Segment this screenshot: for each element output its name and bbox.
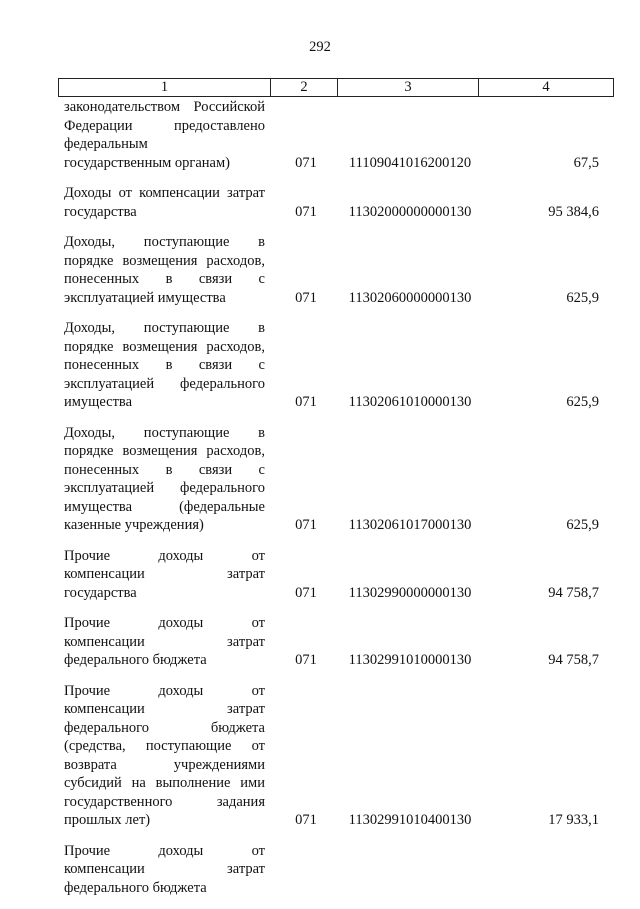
description-line: компенсации затрат: [64, 633, 265, 650]
row-description: [58, 98, 269, 172]
table-row: [58, 424, 614, 535]
header-col-3: 3: [337, 79, 478, 96]
row-admin-code: 071: [295, 203, 317, 220]
description-line: порядке возмещения расходов,: [64, 338, 265, 355]
description-line: федерального бюджета: [64, 879, 207, 896]
description-line: Доходы, поступающие в: [64, 320, 265, 336]
description-line: понесенных в связи с: [64, 271, 265, 287]
row-description: [58, 184, 269, 221]
description-line: понесенных в связи с: [64, 357, 265, 373]
description-line: компенсации затрат: [64, 861, 265, 877]
row-amount: 94 758,7: [548, 652, 599, 668]
header-col-4: 4: [478, 79, 613, 96]
description-line: понесенных в связи с: [64, 461, 265, 478]
table-body: [58, 98, 614, 897]
description-line: компенсации затрат: [64, 566, 265, 582]
description-line: федерального бюджета: [64, 652, 207, 668]
row-admin-code: 071: [295, 812, 317, 828]
description-line: эксплуатацией имущества: [64, 289, 226, 306]
row-description: [58, 319, 269, 412]
description-line: эксплуатацией федерального: [64, 375, 265, 392]
row-budget-code: 11302990000000130: [348, 584, 472, 601]
row-description: [58, 547, 269, 603]
table-row: [58, 98, 614, 172]
row-description: [58, 842, 269, 898]
description-line: (средства, поступающие от: [64, 738, 265, 754]
row-amount: 95 384,6: [548, 203, 599, 220]
header-col-2: 2: [270, 79, 337, 96]
description-line: эксплуатацией федерального: [64, 480, 265, 496]
row-budget-code: 11302991010400130: [348, 812, 472, 828]
row-admin-code: 071: [295, 154, 317, 171]
row-amount: 17 933,1: [548, 812, 599, 828]
row-budget-code: 11109041016200120: [348, 154, 472, 171]
description-line: федерального бюджета: [64, 719, 265, 736]
revenue-table: [58, 78, 614, 909]
row-admin-code: 071: [295, 289, 317, 306]
description-line: федеральным: [64, 136, 148, 152]
row-description: [58, 233, 269, 307]
table-row: [58, 319, 614, 412]
table-row: [58, 842, 614, 898]
description-line: государства: [64, 584, 137, 601]
row-amount: 67,5: [573, 154, 599, 171]
row-amount: 625,9: [566, 289, 599, 306]
description-line: Доходы от компенсации затрат: [64, 185, 265, 201]
row-budget-code: 11302000000000130: [348, 203, 472, 220]
description-line: имущества: [64, 394, 133, 410]
description-line: субсидий на выполнение ими: [64, 775, 265, 791]
header-col-1: 1: [160, 79, 169, 95]
table-row: [58, 682, 614, 830]
table-row: [58, 614, 614, 670]
description-line: Прочие доходы от: [64, 615, 265, 631]
description-line: Федерации предоставлено: [64, 117, 265, 134]
row-amount: 94 758,7: [548, 584, 599, 601]
row-admin-code: 071: [295, 394, 317, 410]
row-amount: 625,9: [566, 517, 599, 533]
table-row: [58, 547, 614, 603]
description-line: государственного задания: [64, 793, 265, 810]
row-budget-code: 11302061010000130: [348, 394, 472, 410]
description-line: Доходы, поступающие в: [64, 424, 265, 441]
description-line: имущества (федеральные: [64, 498, 265, 515]
description-line: государства: [64, 203, 137, 220]
page-number: 292: [309, 39, 331, 55]
description-line: законодательством Российской: [64, 99, 265, 115]
table-header-row: [58, 78, 614, 97]
row-budget-code: 11302991010000130: [348, 652, 472, 668]
row-amount: 625,9: [566, 394, 599, 410]
row-admin-code: 071: [295, 584, 317, 601]
description-line: Доходы, поступающие в: [64, 234, 265, 250]
description-line: государственным органам): [64, 154, 230, 171]
row-admin-code: 071: [295, 652, 317, 668]
row-description: [58, 682, 269, 830]
description-line: Прочие доходы от: [64, 682, 265, 699]
description-line: Прочие доходы от: [64, 547, 265, 564]
table-row: [58, 233, 614, 307]
row-description: [58, 614, 269, 670]
description-line: компенсации затрат: [64, 701, 265, 717]
row-description: [58, 424, 269, 535]
row-admin-code: 071: [295, 517, 317, 533]
table-row: [58, 184, 614, 221]
description-line: порядке возмещения расходов,: [64, 443, 265, 459]
description-line: порядке возмещения расходов,: [64, 252, 265, 269]
description-line: казенные учреждения): [64, 517, 204, 533]
row-budget-code: 11302060000000130: [348, 289, 472, 306]
row-budget-code: 11302061017000130: [348, 517, 472, 533]
description-line: возврата учреждениями: [64, 756, 265, 773]
description-line: Прочие доходы от: [64, 842, 265, 859]
description-line: прошлых лет): [64, 812, 151, 828]
